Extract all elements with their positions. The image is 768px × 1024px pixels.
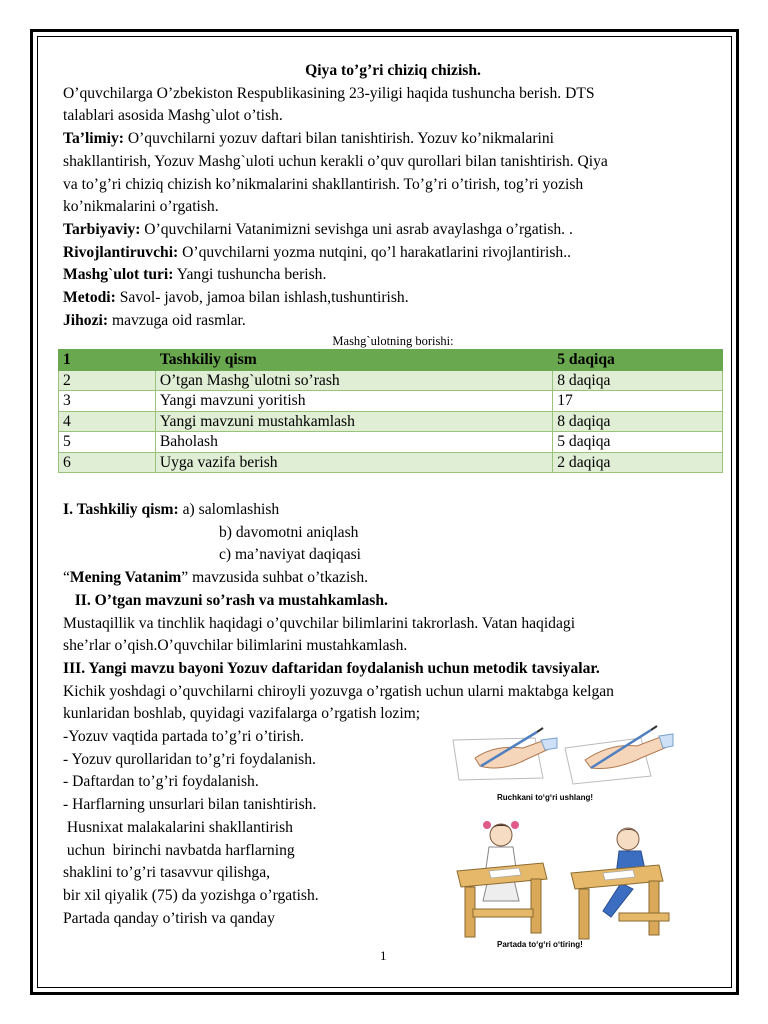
page-number: 1 [380,948,387,963]
row-number: 1 [59,350,156,371]
section3-line: - Harflarning unsurlari bilan tanishtirish. [63,796,317,814]
section3-line: kunlaridan boshlab, quyidagi vazifalarga o’rgatish lozim; [63,705,421,723]
vatan-rest: ” mavzusida suhbat o’tkazish. [181,569,369,587]
intro-line: talablari asosida Mashg`ulot o’tish. [63,107,283,125]
talimiy-label: Ta’limiy: [63,130,124,148]
pen-grip-illustration [445,718,675,818]
table-caption: Mashg`ulotning borishi: [332,334,454,349]
tarbiyaviy-label: Tarbiyaviy: [63,220,141,238]
row-stage: Baholash [155,432,552,453]
lesson-header-block [63,60,723,350]
mashgulot-turi-text: Yangi tushuncha berish. [173,266,327,284]
pen-grip-drawing [445,718,675,818]
table-row [59,432,723,453]
row-time: 17 [553,391,723,412]
row-number: 2 [59,370,156,391]
vatan-title: Mening Vatanim [69,569,182,587]
row-stage: O’tgan Mashg`ulotni so’rash [155,370,552,391]
section1-item-b: b) davomotni aniqlash [219,523,359,541]
table-row [59,350,723,371]
section3-heading-text: III. Yangi mavzu bayoni Yozuv daftaridan foydalanish uchun metodik tavsiyalar. [63,659,600,677]
section1-item-a: a) salomlashish [178,501,280,518]
desk-posture-illustration [443,813,683,958]
section3-line: uchun birinchi navbatda harflarning [63,841,295,859]
jihozi-label: Jihozi: [63,311,109,329]
vatan-open-quote: “ [63,569,70,587]
section1-line [63,499,733,522]
section1-item-c: c) ma’naviyat daqiqasi [219,546,362,564]
mashgulot-turi-label: Mashg`ulot turi: [63,266,174,284]
talimiy-line: ko’nikmalarini o’rgatish. [63,198,219,216]
jihozi-line [63,310,723,333]
row-time: 8 daqiqa [553,370,723,391]
mashgulot-turi-line [63,264,723,287]
row-number: 6 [59,452,156,473]
row-time: 5 daqiqa [553,432,723,453]
row-stage: Yangi mavzuni mustahkamlash [155,411,552,432]
section1-heading: I. Tashkiliy qism: [63,501,179,518]
section2-line: she’rlar o’qish.O’quvchilar bilimlarini mustahkamlash. [63,637,408,655]
section3-line: Husnixat malakalarini shakllantirish [63,818,293,836]
section2-heading-text: II. O’tgan mavzuni so’rash va mustahkamlash. [63,591,388,609]
lesson-title: Qiya to’g’ri chiziq chizish. [305,62,481,79]
row-time: 5 daqiqa [553,350,723,371]
section3-heading [63,658,733,681]
table-row [59,370,723,391]
metodi-text: Savol- javob, jamoa bilan ishlash,tushuntirish. [115,289,409,307]
section2-heading [63,590,733,613]
row-number: 4 [59,411,156,432]
section3-line: - Yozuv qurollaridan to’g’ri foydalanish. [63,750,316,768]
section3-line: Partada qanday o’tirish va qanday [63,909,275,927]
vatan-line [63,567,733,590]
jihozi-text: mavzuga oid rasmlar. [108,311,246,329]
row-time: 8 daqiqa [553,411,723,432]
pen-grip-caption: Ruchkani to‘g‘ri ushlang! [497,793,594,802]
row-stage: Yangi mavzuni yoritish [155,391,552,412]
rivojlantiruvchi-label: Rivojlantiruvchi: [63,243,179,261]
tarbiyaviy-text: O’quvchilarni Vatanimizni sevishga uni asrab avaylashga o’rgatish. . [140,220,573,238]
rivojlantiruvchi-text: O’quvchilarni yozma nutqini, qo’l harakatlarini rivojlantirish.. [178,243,571,261]
row-number: 3 [59,391,156,412]
talimiy-line: va to’g’ri chiziq chizish ko’nikmalarini shakllantirish. To’g’ri o’tirish, tog’ri yozish [63,175,584,193]
row-number: 5 [59,432,156,453]
section3-line: Kichik yoshdagi o’quvchilarni chiroyli yozuvga o’rgatish uchun ularni maktabga kelgan [63,682,614,700]
row-stage: Tashkiliy qism [155,350,552,371]
talimiy-line: shakllantirish, Yozuv Mashg`uloti uchun kerakli o’quv qurollari bilan tanishtirish. Qiya [63,152,608,170]
metodi-line [63,287,723,310]
table-row [59,391,723,412]
section3-line: - Daftardan to’g’ri foydalanish. [63,773,259,791]
row-stage: Uyga vazifa berish [155,452,552,473]
lesson-plan-table [58,349,723,473]
section3-line: shaklini to’g’ri tasavvur qilishga, [63,864,271,882]
talimiy-text: O’quvchilarni yozuv daftari bilan tanishtirish. Yozuv ko’nikmalarini [123,130,554,148]
talimiy-line [63,128,723,151]
tarbiyaviy-line [63,219,723,242]
row-time: 2 daqiqa [553,452,723,473]
metodi-label: Metodi: [63,289,116,307]
desk-posture-caption: Partada to‘g‘ri o‘tiring! [497,940,583,949]
section2-line: Mustaqillik va tinchlik haqidagi o’quvchilar bilimlarini takrorlash. Vatan haqidagi [63,614,576,632]
rivojlantiruvchi-line [63,242,723,265]
table-row [59,452,723,473]
table-row [59,411,723,432]
intro-line: O’quvchilarga O’zbekiston Respublikasining 23-yiligi haqida tushuncha berish. DTS [63,84,595,102]
desk-posture-drawing [443,813,683,958]
section3-line: -Yozuv vaqtida partada to’g’ri o’tirish. [63,728,305,746]
section3-line: bir xil qiyalik (75) da yozishga o’rgatish. [63,886,319,904]
